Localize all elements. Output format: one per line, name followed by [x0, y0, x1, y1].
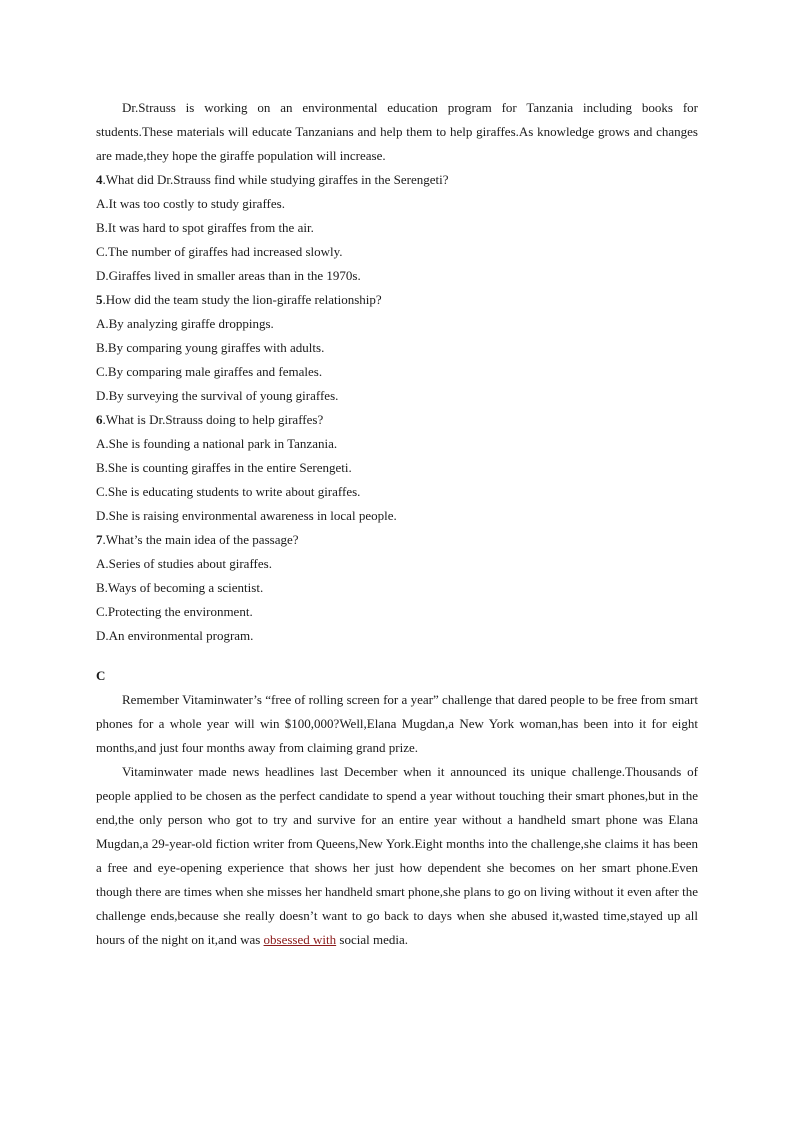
- option-c: C.By comparing male giraffes and females.: [96, 364, 323, 379]
- option-b: B.Ways of becoming a scientist.: [96, 580, 264, 595]
- question-4-stem: [96, 168, 698, 192]
- highlighted-phrase: obsessed with: [263, 932, 337, 947]
- option-c: C.Protecting the environment.: [96, 604, 253, 619]
- option-d: D.By surveying the survival of young giraffes.: [96, 388, 339, 403]
- option-b: B.It was hard to spot giraffes from the air.: [96, 220, 314, 235]
- option-a: A.She is founding a national park in Tanzania.: [96, 436, 338, 451]
- question-5-stem: [96, 288, 698, 312]
- question-number: 4: [96, 172, 103, 187]
- option-c: C.The number of giraffes had increased slowly.: [96, 244, 343, 259]
- section-c-paragraph-1: Remember Vitaminwater’s “free of rolling screen for a year” challenge that dared people to be free from smart phones for a whole year will win $100,000?Well,Elana Mugdan,a New York woman,has been into it for eight months,and just four months away from claiming grand prize.: [96, 692, 698, 755]
- paragraph-2-ending: social media.: [336, 932, 408, 947]
- question-number: 6: [96, 412, 103, 427]
- section-c-paragraph-2: [96, 760, 698, 952]
- option-a: A.It was too costly to study giraffes.: [96, 196, 285, 211]
- option-b: B.She is counting giraffes in the entire Serengeti.: [96, 460, 352, 475]
- option-d: D.An environmental program.: [96, 628, 254, 643]
- question-7: [96, 528, 698, 648]
- question-text: .What is Dr.Strauss doing to help giraffes?: [102, 412, 324, 427]
- question-6: [96, 408, 698, 528]
- intro-paragraph: Dr.Strauss is working on an environmental education program for Tanzania including books for students.These materials will educate Tanzanians and help them to help giraffes.As knowledge grows and changes are made,they hope the giraffe population will increase.: [96, 100, 698, 163]
- question-text: .What did Dr.Strauss find while studying giraffes in the Serengeti?: [102, 172, 449, 187]
- section-c-title: C: [96, 668, 106, 683]
- option-d: D.Giraffes lived in smaller areas than in the 1970s.: [96, 268, 361, 283]
- option-b: B.By comparing young giraffes with adults.: [96, 340, 325, 355]
- question-number: 5: [96, 292, 103, 307]
- option-a: A.Series of studies about giraffes.: [96, 556, 272, 571]
- option-c: C.She is educating students to write about giraffes.: [96, 484, 361, 499]
- document-page: [96, 96, 698, 952]
- question-text: .What’s the main idea of the passage?: [102, 532, 299, 547]
- paragraph-2-text: Vitaminwater made news headlines last December when it announced its unique challenge.Thousands of people applied to be chosen as the perfect candidate to spend a year without touching their smart phones,but in the end,the only person who got to try and survive for an entire year without a handheld smart phone was Elana Mugdan,a 29-year-old fiction writer from Queens,New York.Eight months into the challenge,she claims it has been a free and eye-opening experience that shows her just how dependent she becomes on her smart phone.Even though there are times when she misses her handheld smart phone,she plans to go on living without it even after the challenge ends,because she really doesn’t want to go back to days when she abused it,wasted time,stayed up all hours of the night on it,and was: [96, 764, 698, 947]
- question-text: .How did the team study the lion-giraffe relationship?: [102, 292, 382, 307]
- question-7-stem: [96, 528, 698, 552]
- question-6-stem: [96, 408, 698, 432]
- question-5: [96, 288, 698, 408]
- option-d: D.She is raising environmental awareness in local people.: [96, 508, 397, 523]
- question-4: [96, 168, 698, 288]
- option-a: A.By analyzing giraffe droppings.: [96, 316, 274, 331]
- question-number: 7: [96, 532, 103, 547]
